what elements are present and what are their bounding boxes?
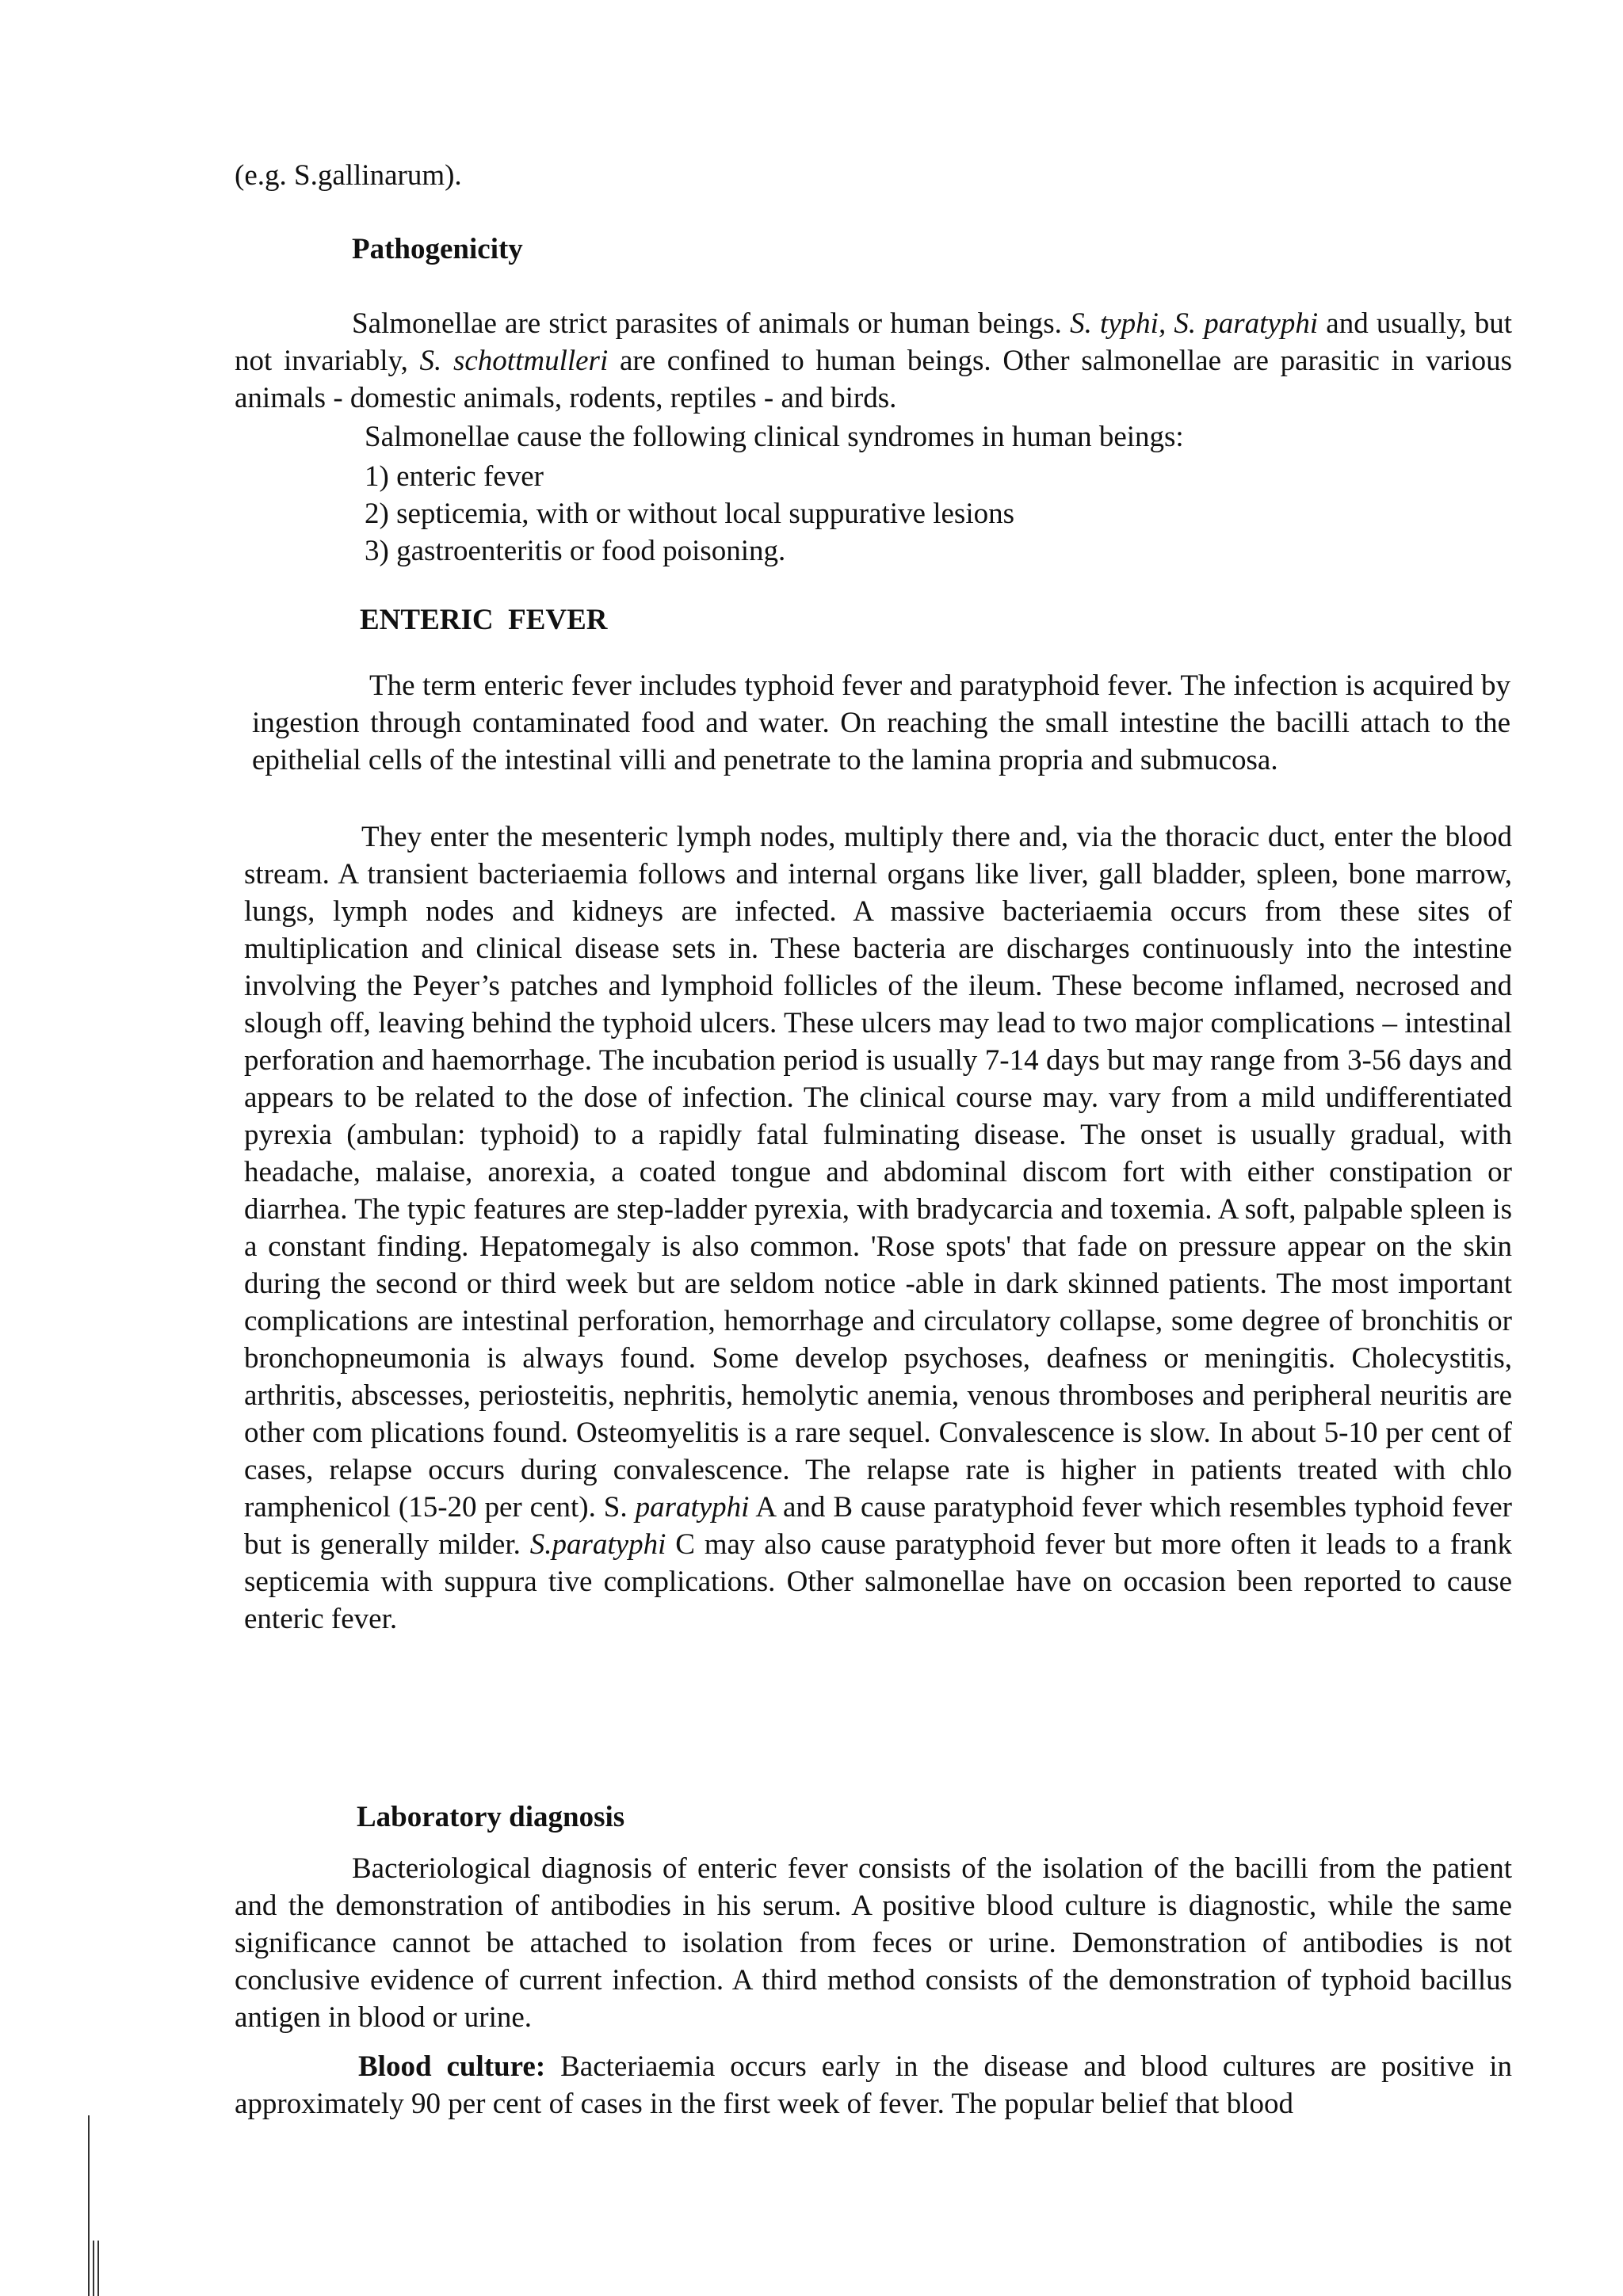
list-item: 2) septicemia, with or without local suppurative lesions <box>365 498 1014 530</box>
paragraph-text: C may also cause paratyphoid fever but more often it leads to a frank septicemia with suppura tive complications. Other salmonellae have on occasion been reported to cause enteric fever. <box>244 1528 1512 1635</box>
margin-rule <box>97 2241 99 2296</box>
paragraph-text: A and B cause paratyphoid fever which resembles typhoid fever but is generally milder. <box>244 1491 1512 1561</box>
blood-culture-paragraph <box>235 2048 1512 2122</box>
species-name: S. typhi, S. paratyphi <box>1070 307 1319 340</box>
list-item: 1) enteric fever <box>365 460 544 493</box>
margin-rule <box>88 2115 90 2296</box>
list-item: 3) gastroenteritis or food poisoning. <box>365 535 786 567</box>
blood-culture-label: Blood culture: <box>358 2050 546 2083</box>
pathogenicity-paragraph <box>235 305 1512 417</box>
species-name: paratyphi <box>635 1491 750 1524</box>
laboratory-diagnosis-paragraph: Bacteriological diagnosis of enteric fever consists of the isolation of the bacilli from the patient and the demonstration of antibodies in his serum. A positive blood culture is diagnostic, while the same significance cannot be attached to isolation from feces or urine. Demonstration of antibodies is not conclusive evidence of current infection. A third method consists of the demonstration of typhoid bacillus antigen in blood or urine. <box>235 1852 1512 2034</box>
paragraph-text: They enter the mesenteric lymph nodes, multiply there and, via the thoracic duct, enter the blood stream. A transient bacteriaemia follows and internal organs like liver, gall bladder, spleen, bone marrow, lungs, lymph nodes and kidneys are infected. A massive bacteriaemia occurs from these sites of multiplication and clinical disease sets in. These bacteria are discharges continuously into the intestine involving the Peyer’s patches and lymphoid follicles of the ileum. These become inflamed, necrosed and slough off, leaving behind the typhoid ulcers. These ulcers may lead to two major complications – intestinal perforation and haemorrhage. The incubation period is usually 7-14 days but may range from 3-56 days and appears to be related to the dose of infection. The clinical course may. vary from a mild undifferentiated pyrexia (ambulan: typhoid) to a rapidly fatal fulminating disease. The onset is usually gradual, with headache, malaise, anorexia, a coated tongue and abdominal discom fort with either constipation or diarrhea. The typic features are step-ladder pyrexia, with bradycarcia and toxemia. A soft, palpable spleen is a constant finding. Hepatomegaly is also common. 'Rose spots' that fade on pressure appear on the skin during the second or third week but are seldom notice -able in dark skinned patients. The most important complications are intestinal perforation, hemorrhage and circulatory collapse, some degree of bronchitis or bronchopneumonia is always found. Some develop psychoses, deafness or meningitis. Cholecystitis, arthritis, abscesses, periosteitis, nephritis, hemolytic anemia, venous thromboses and peripheral neuritis are other com plications found. Osteomyelitis is a rare sequel. Convalescence is slow. In about 5-10 per cent of cases, relapse occurs during convalescence. The relapse rate is higher in patients treated with chlo ramphenicol (15-20 per cent). S. <box>244 821 1512 1524</box>
paragraph-text: Salmonellae are strict parasites of animals or human beings. <box>352 307 1071 340</box>
syndromes-intro: Salmonellae cause the following clinical syndromes in human beings: <box>365 421 1184 453</box>
margin-rule <box>93 2241 94 2296</box>
syndromes-list <box>365 458 1474 570</box>
enteric-fever-paragraph-1: The term enteric fever includes typhoid fever and paratyphoid fever. The infection is acquired by ingestion through contaminated food and water. On reaching the small intestine the bacilli attach to the epithelial cells of the intestinal villi and penetrate to the lamina propria and submucosa. <box>252 669 1510 776</box>
pathogenicity-heading: Pathogenicity <box>352 233 523 265</box>
paragraph-text: are confined to human beings. Other salmonellae are parasitic in various animals - domestic animals, rodents, reptiles - and birds. <box>235 345 1513 414</box>
laboratory-diagnosis-heading: Laboratory diagnosis <box>357 1801 625 1833</box>
paragraph-text: Bacteriaemia occurs early in the disease and blood cultures are positive in approximately 90 per cent of cases in the first week of fever. The popular belief that blood <box>235 2050 1512 2120</box>
enteric-fever-heading: ENTERIC FEVER <box>360 604 608 636</box>
paragraph-text: and usually, but not invariably, <box>235 307 1512 377</box>
species-name: S. schottmulleri <box>419 345 609 377</box>
intro-fragment: (e.g. S.gallinarum). <box>235 159 462 192</box>
enteric-fever-paragraph-2 <box>244 818 1512 1638</box>
species-name: S.paratyphi <box>529 1528 666 1561</box>
